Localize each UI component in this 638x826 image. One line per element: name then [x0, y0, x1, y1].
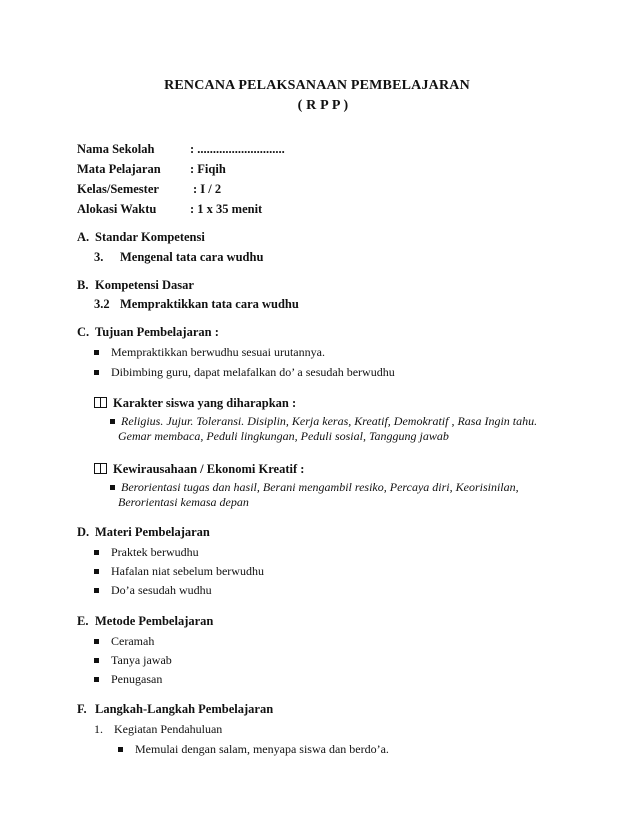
bullet-square-icon: [110, 485, 115, 490]
identity-row-class: [77, 182, 597, 198]
list-item: [94, 583, 212, 598]
list-item: [94, 564, 264, 579]
kewirausahaan-heading-text: Kewirausahaan / Ekonomi Kreatif :: [113, 462, 305, 476]
identity-value: : I / 2: [193, 182, 222, 196]
section-b-heading: [77, 278, 194, 293]
list-item-text: Ceramah: [111, 634, 155, 648]
bullet-square-icon: [118, 747, 123, 752]
identity-row-school: [77, 142, 597, 158]
list-item-text: Do’a sesudah wudhu: [111, 583, 212, 597]
document-subtitle: ( R P P ): [297, 98, 349, 113]
section-letter: F.: [77, 702, 87, 716]
kewirausahaan-heading: [94, 462, 304, 477]
list-item: [94, 345, 325, 360]
item-text: Mempraktikkan tata cara wudhu: [120, 297, 299, 311]
section-letter: C.: [77, 325, 90, 339]
list-item: [118, 742, 389, 757]
book-icon: [94, 397, 107, 408]
bullet-square-icon: [110, 419, 115, 424]
step-text: Kegiatan Pendahuluan: [114, 722, 223, 736]
karakter-heading: [94, 396, 296, 411]
bullet-square-icon: [94, 569, 99, 574]
section-b-item: [94, 297, 299, 312]
bullet-square-icon: [94, 350, 99, 355]
karakter-text-line2: Gemar membaca, Peduli lingkungan, Peduli sosial, Tanggung jawab: [118, 429, 449, 443]
karakter-heading-text: Karakter siswa yang diharapkan :: [113, 396, 297, 410]
section-letter: E.: [77, 614, 89, 628]
identity-label: Alokasi Waktu: [77, 202, 157, 216]
section-a-heading: [77, 230, 205, 245]
list-item-text: Praktek berwudhu: [111, 545, 199, 559]
book-icon: [94, 463, 107, 474]
item-text: Mengenal tata cara wudhu: [120, 250, 264, 264]
list-item: [94, 653, 172, 668]
identity-row-subject: [77, 162, 597, 178]
list-item: [94, 545, 199, 560]
identity-label: Nama Sekolah: [77, 142, 155, 156]
section-title: Langkah-Langkah Pembelajaran: [95, 702, 274, 716]
section-letter: A.: [77, 230, 90, 244]
section-title: Standar Kompetensi: [95, 230, 205, 244]
section-f-heading: [77, 702, 273, 717]
identity-label: Kelas/Semester: [77, 182, 159, 196]
item-number: 3.2: [94, 297, 110, 311]
section-title: Metode Pembelajaran: [95, 614, 214, 628]
list-item-text: Dibimbing guru, dapat melafalkan do’ a sesudah berwudhu: [111, 365, 395, 379]
bullet-square-icon: [94, 588, 99, 593]
document-title: RENCANA PELAKSANAAN PEMBELAJARAN: [164, 78, 470, 93]
bullet-square-icon: [94, 677, 99, 682]
section-d-heading: [77, 525, 210, 540]
bullet-square-icon: [94, 639, 99, 644]
identity-value: : Fiqih: [190, 162, 226, 176]
section-letter: D.: [77, 525, 90, 539]
section-a-item: [94, 250, 263, 265]
kewirausahaan-text-line1: Berorientasi tugas dan hasil, Berani mengambil resiko, Percaya diri, Keorisinilan,: [121, 480, 519, 494]
list-item: [94, 672, 162, 687]
list-item: [94, 634, 154, 649]
list-item-text: Penugasan: [111, 672, 163, 686]
identity-row-time: [77, 202, 597, 218]
section-title: Kompetensi Dasar: [95, 278, 194, 292]
list-item-text: Memulai dengan salam, menyapa siswa dan berdo’a.: [135, 742, 389, 756]
identity-value: : ............................: [190, 142, 285, 156]
list-item-text: Mempraktikkan berwudhu sesuai urutannya.: [111, 345, 325, 359]
bullet-square-icon: [94, 550, 99, 555]
bullet-square-icon: [94, 370, 99, 375]
karakter-text-line1: Religius. Jujur. Toleransi. Disiplin, Kerja keras, Kreatif, Demokratif , Rasa Ingin tahu.: [121, 414, 538, 428]
list-item-text: Tanya jawab: [111, 653, 172, 667]
kewirausahaan-list: [110, 480, 550, 510]
bullet-square-icon: [94, 658, 99, 663]
item-number: 3.: [94, 250, 104, 264]
step-number: 1.: [94, 722, 103, 736]
identity-label: Mata Pelajaran: [77, 162, 161, 176]
identity-value: : 1 x 35 menit: [190, 202, 263, 216]
step-item: [94, 722, 222, 737]
section-title: Materi Pembelajaran: [95, 525, 210, 539]
list-item-text: Hafalan niat sebelum berwudhu: [111, 564, 264, 578]
section-e-heading: [77, 614, 213, 629]
karakter-list: [110, 414, 550, 444]
section-c-heading: [77, 325, 219, 340]
section-letter: B.: [77, 278, 89, 292]
section-title: Tujuan Pembelajaran :: [95, 325, 219, 339]
list-item: [94, 365, 395, 380]
kewirausahaan-text-line2: Berorientasi kemasa depan: [118, 495, 249, 509]
